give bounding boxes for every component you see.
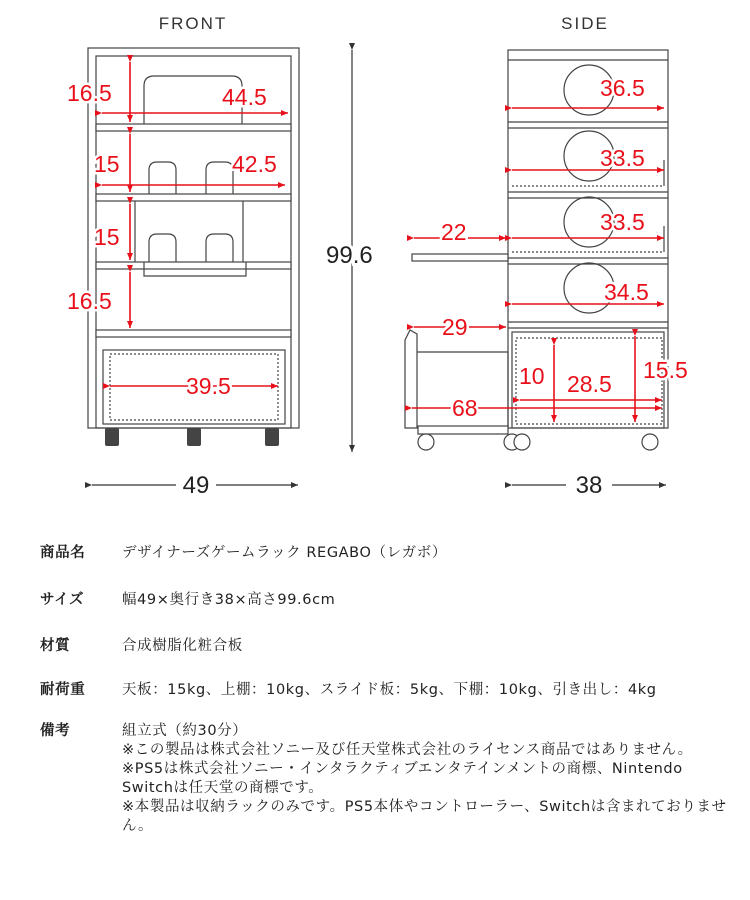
side-dim-drawer-open-depth: 68 [452, 395, 478, 421]
side-dim-shelf4-depth: 34.5 [604, 279, 649, 305]
spec-value-notes: 組立式（約30分） ※この製品は株式会社ソニー及び任天堂株式会社のライセンス商品ではありません。 ※PS5は株式会社ソニー・インタラクティブエンタテインメントの商標、Nintendo Switchは任天堂の商標です。 ※本製品は収納ラックのみです。PS5本体やコントローラー、Switchは含まれておりません。 [122, 723, 727, 834]
front-dim-shelf4-height: 16.5 [67, 288, 112, 314]
side-dim-total-depth: 38 [575, 472, 603, 499]
spec-label-size: サイズ [40, 592, 85, 608]
side-dim-shelf2-depth: 33.5 [600, 145, 645, 171]
front-cabinet [88, 48, 299, 428]
side-dim-slide-extension: 22 [441, 219, 467, 245]
front-casters [105, 428, 279, 446]
side-dim-shelf3-depth: 33.5 [600, 209, 645, 235]
side-dim-drawer-height: 15.5 [643, 357, 688, 383]
front-dim-total-height: 99.6 [326, 242, 373, 269]
front-title: FRONT [158, 14, 228, 33]
front-dim-inner-width: 44.5 [222, 84, 267, 110]
side-title: SIDE [561, 14, 609, 33]
front-dim-shelf3-height: 15 [94, 224, 120, 250]
spec-label-name: 商品名 [40, 545, 86, 561]
side-dim-drawer-inner-height: 10 [519, 363, 545, 389]
front-dim-total-width: 49 [182, 472, 210, 499]
spec-value-name: デザイナーズゲームラック REGABO（レガボ） [122, 545, 447, 561]
side-casters [418, 426, 658, 450]
spec-label-load: 耐荷重 [40, 682, 86, 698]
side-dim-shelf1-depth: 36.5 [600, 75, 645, 101]
front-dim-top-height: 16.5 [67, 80, 112, 106]
front-dim-drawer-width: 39.5 [186, 373, 231, 399]
spec-label-material: 材質 [40, 638, 71, 654]
spec-value-load: 天板：15kg、上棚：10kg、スライド板：5kg、下棚：10kg、引き出し：4kg [122, 682, 657, 698]
side-dim-drawer-extension: 29 [442, 314, 468, 340]
spec-label-notes: 備考 [40, 723, 71, 739]
front-dim-shelf2-height: 15 [94, 151, 120, 177]
spec-value-size: 幅49×奥行き38×高さ99.6cm [122, 592, 336, 608]
side-dim-drawer-inner-depth: 28.5 [567, 371, 612, 397]
spec-value-material: 合成樹脂化粧合板 [122, 638, 243, 654]
front-dim-shelf2-width: 42.5 [232, 151, 277, 177]
